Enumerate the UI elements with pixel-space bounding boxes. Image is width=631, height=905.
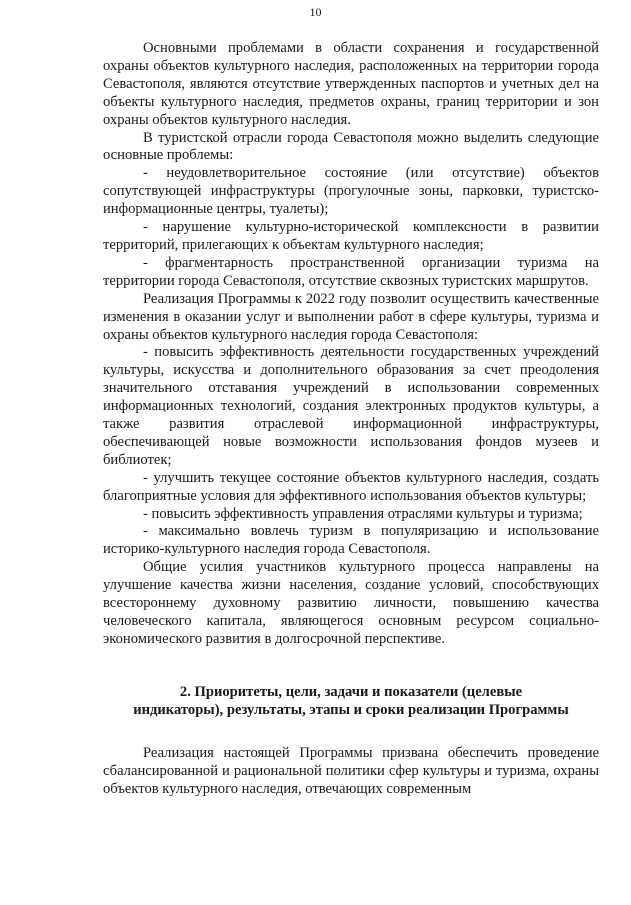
- paragraph: - нарушение культурно-исторической комплексности в развитии территорий, прилегающих к объектам культурного наследия;: [103, 219, 599, 253]
- paragraph: - максимально вовлечь туризм в популяризацию и использование историко-культурного наследия города Севастополя.: [103, 523, 599, 558]
- paragraph: Общие усилия участников культурного процесса направлены на улучшение качества жизни населения, создание условий, способствующих всестороннему духовному развитию личности, повышению качества человеческого капитала, являющегося основным ресурсом социально-экономического развития в долгосрочной перспективе.: [103, 559, 599, 647]
- paragraph: В туристской отрасли города Севастополя можно выделить следующие основные проблемы:: [103, 129, 599, 164]
- section-spacer: [103, 649, 599, 683]
- paragraph: - повысить эффективность деятельности государственных учреждений культуры, искусства и дополнительного образования за счет преодоления значительного отставания учреждений в использовании современных информационных технологий, создания электронных продуктов культуры, а также развития отраслевой информационной инфраструктуры, обеспечивающей новые возможности использования фондов музеев и библиотек;: [103, 344, 599, 468]
- paragraph: - повысить эффективность управления отраслями культуры и туризма;: [143, 505, 583, 522]
- paragraph: - фрагментарность пространственной организации туризма на территории города Севастополя, отсутствие сквозных туристских маршрутов.: [103, 254, 599, 289]
- paragraph: - улучшить текущее состояние объектов культурного наследия, создать благоприятные условия для эффективного использования объектов культуры;: [103, 469, 599, 504]
- document-body: [103, 40, 599, 799]
- section-heading-line-1: 2. Приоритеты, цели, задачи и показатели (целевые: [179, 683, 523, 700]
- paragraph: - неудовлетворительное состояние (или отсутствие) объектов сопутствующей инфраструктуры (прогулочные зоны, парковки, туристско-информационные центры, туалеты);: [103, 165, 599, 218]
- paragraph: Реализация Программы к 2022 году позволит осуществить качественные изменения в оказании услуг и выполнении работ в сфере культуры, туризма и охраны объектов культурного наследия города Севастополя:: [103, 290, 599, 343]
- section-heading: [103, 683, 599, 719]
- paragraph: Реализация настоящей Программы призвана обеспечить проведение сбалансированной и рациональной политики сфер культуры и туризма, охраны объектов культурного наследия, отвечающих современным: [103, 744, 599, 797]
- paragraph-group-problems: [103, 40, 599, 649]
- paragraph-group-priorities: [103, 745, 599, 799]
- page-number: 10: [309, 5, 322, 19]
- section-heading-line-2: индикаторы), результаты, этапы и сроки реализации Программы: [133, 701, 569, 718]
- section-spacer: [103, 719, 599, 745]
- paragraph: Основными проблемами в области сохранения и государственной охраны объектов культурного наследия, расположенных на территории города Севастополя, являются отсутствие утвержденных паспортов и учетных дел на объекты культурного наследия, предметов охраны, границ территории и зон охраны объектов культурного наследия.: [103, 40, 599, 128]
